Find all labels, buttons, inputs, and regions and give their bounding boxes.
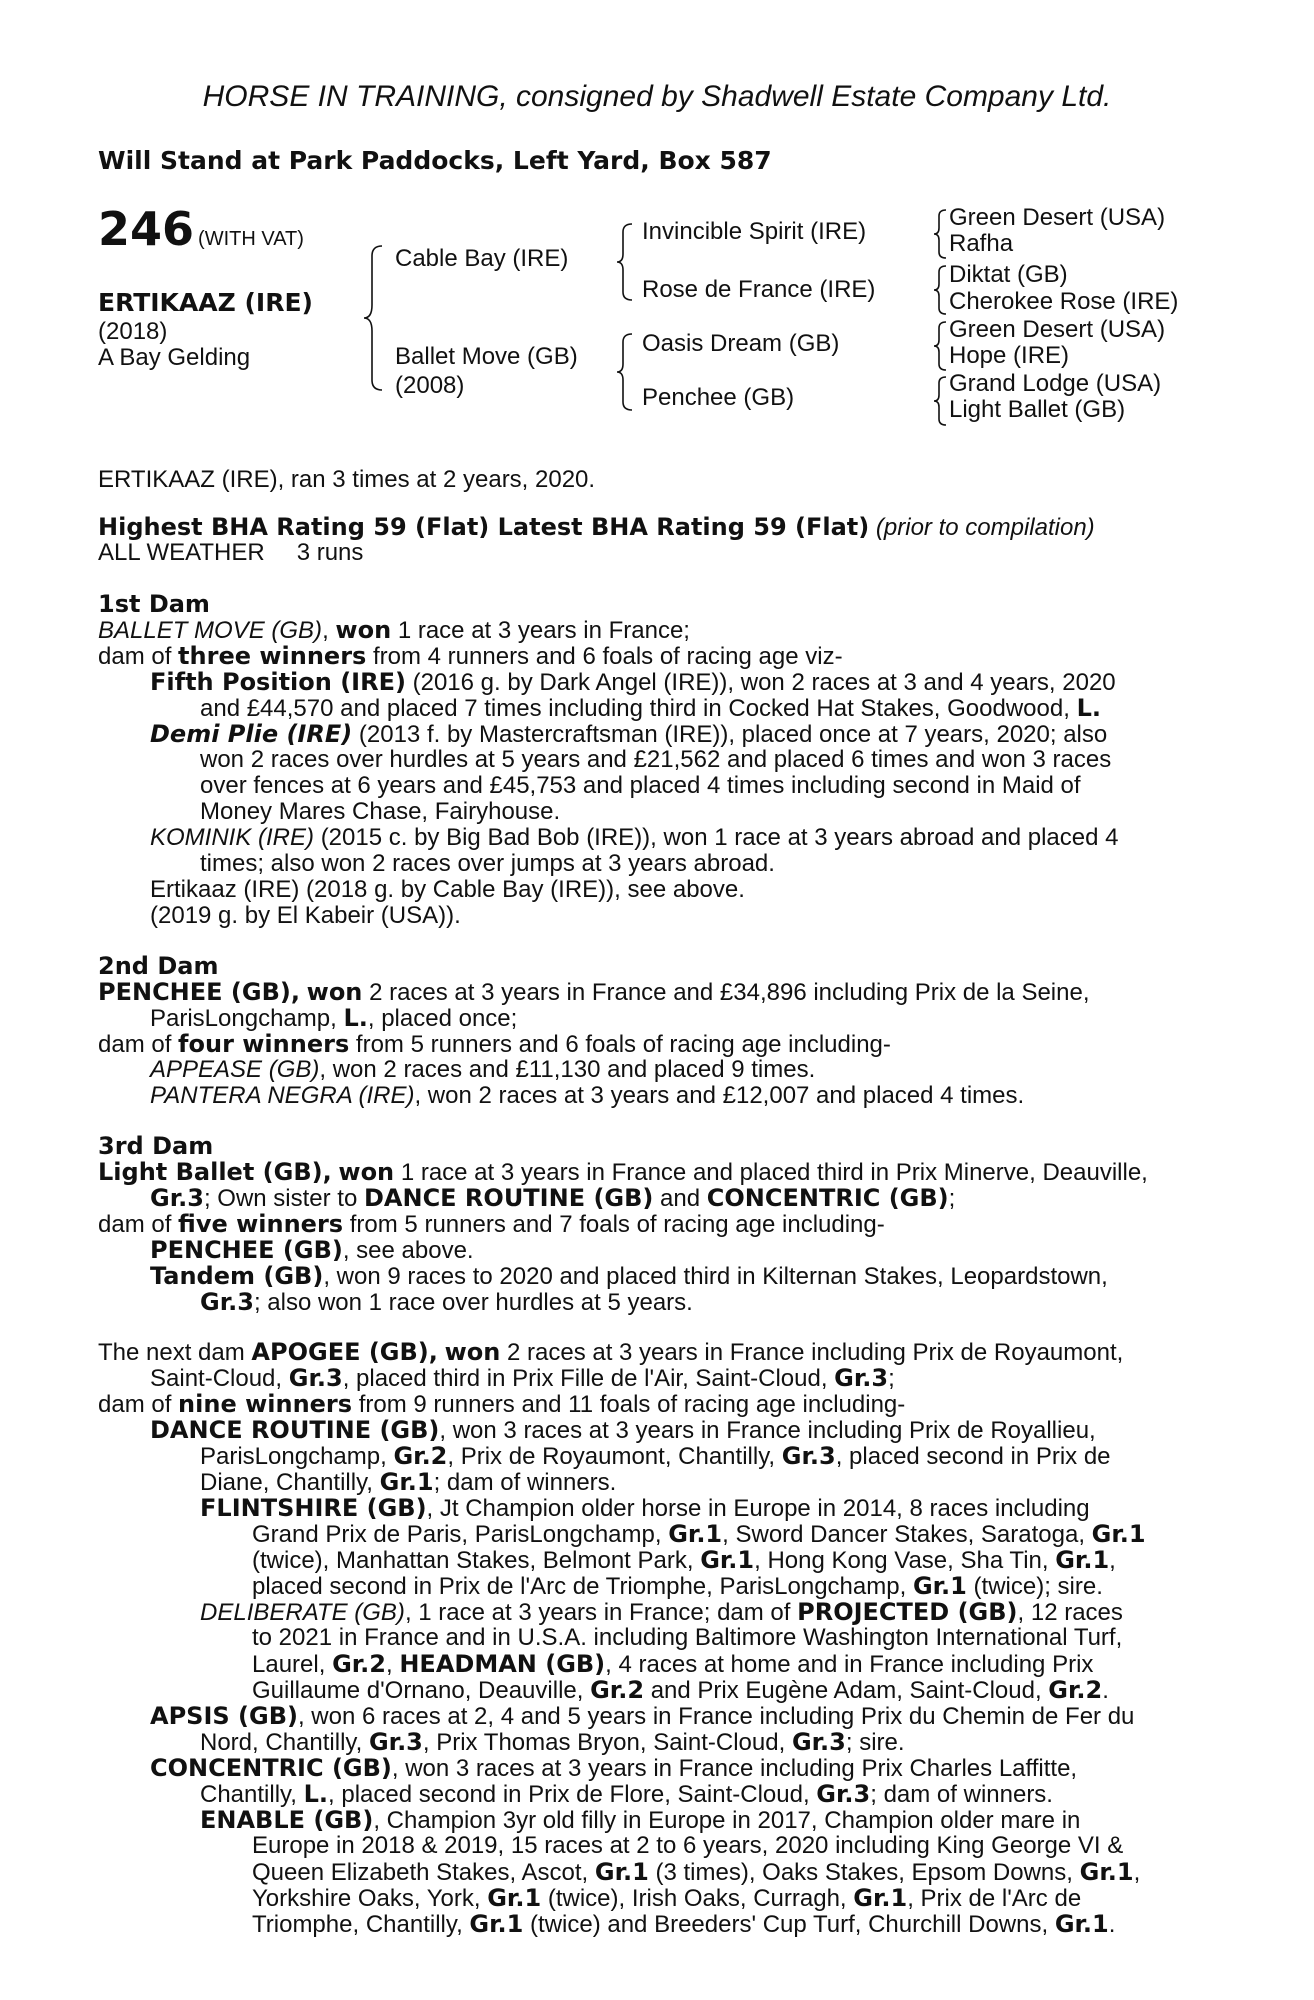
bha-rating-line <box>98 513 1095 542</box>
pedigree-dam: Ballet Move (GB) <box>395 343 578 370</box>
group-label: Gr.3 <box>150 1184 204 1212</box>
catalogue-title: HORSE IN TRAINING, consigned by Shadwell Estate Company Ltd. <box>202 80 1112 113</box>
produce-name: Demi Plie (IRE) <box>150 720 353 748</box>
foals-text: from 5 runners and 6 foals of racing age including- <box>355 1031 891 1058</box>
produce-name: APSIS (GB) <box>150 1702 298 1730</box>
produce-text: (3 times), Oaks Stakes, Epsom Downs, <box>655 1859 1073 1886</box>
group-label: Gr.3 <box>288 1364 343 1392</box>
rating-note: (prior to compilation) <box>875 514 1095 541</box>
produce-item <box>150 1416 1096 1445</box>
bha-rating: Highest BHA Rating 59 (Flat) Latest BHA Rating 59 (Flat) <box>98 513 870 541</box>
first-dam-heading: 1st Dam <box>98 590 210 618</box>
produce-continuation <box>200 1442 1111 1471</box>
produce-item <box>150 1056 815 1084</box>
produce-text: , Hong Kong Vase, Sha Tin, <box>754 1547 1049 1574</box>
punct: , <box>386 1651 393 1678</box>
sister-name: DANCE ROUTINE (GB) <box>363 1184 654 1212</box>
produce-name: APPEASE (GB) <box>150 1056 320 1083</box>
produce-text: (twice), Manhattan Stakes, Belmont Park, <box>252 1547 694 1574</box>
winners-count: five winners <box>178 1210 344 1238</box>
surface-label: ALL WEATHER <box>98 539 265 566</box>
produce-continuation <box>200 1780 1053 1809</box>
second-dam-record: 2 races at 3 years in France and £34,896 including Prix de la Seine, <box>369 979 1090 1006</box>
produce-text: (twice); sire. <box>973 1573 1103 1600</box>
produce-text: , 12 races <box>1017 1599 1123 1626</box>
produce-item <box>200 1806 1080 1835</box>
group-label: Gr.1 <box>379 1468 434 1496</box>
pedigree-dam-dam: Penchee (GB) <box>642 384 795 411</box>
produce-text: , won 3 races at 3 years in France including Prix Charles Laffitte, <box>391 1755 1078 1782</box>
produce-continuation <box>252 1676 1109 1705</box>
produce-text: ParisLongchamp, <box>200 1443 387 1470</box>
group-label: Gr.1 <box>1054 1910 1109 1938</box>
group-label: Gr.1 <box>912 1572 967 1600</box>
third-dam-heading: 3rd Dam <box>98 1132 214 1160</box>
produce-text: , won 9 races to 2020 and placed third in Kilternan Stakes, Leopardstown, <box>323 1263 1108 1290</box>
group-label: Gr.1 <box>1091 1520 1146 1548</box>
produce-text: (2013 f. by Mastercraftsman (IRE)), placed once at 7 years, 2020; also <box>358 721 1108 748</box>
produce-item: (2019 g. by El Kabeir (USA)). <box>150 902 461 929</box>
group-label: Gr.2 <box>1048 1676 1103 1704</box>
winners-count: nine winners <box>178 1390 353 1418</box>
pedigree-gen3-6: Hope (IRE) <box>949 342 1070 369</box>
produce-continuation <box>200 1468 616 1497</box>
produce-text: (twice) and Breeders' Cup Turf, Churchill Downs, <box>530 1911 1049 1938</box>
produce-item <box>150 1754 1077 1783</box>
produce-text: , Champion 3yr old filly in Europe in 2017, Champion older mare in <box>373 1807 1081 1834</box>
pedigree-sire-sire: Invincible Spirit (IRE) <box>642 218 867 245</box>
group-label: Gr.3 <box>781 1442 836 1470</box>
produce-continuation <box>252 1650 1093 1679</box>
punct: ; <box>888 1365 895 1392</box>
produce-text: and £44,570 and placed 7 times including third in Cocked Hat Stakes, Goodwood, <box>200 695 1070 722</box>
produce-continuation <box>200 1288 693 1317</box>
produce-continuation: over fences at 6 years and £45,753 and placed 4 times including second in Maid of <box>200 772 1081 799</box>
produce-text: Grand Prix de Paris, ParisLongchamp, <box>252 1521 662 1548</box>
sister-name: CONCENTRIC (GB) <box>706 1184 949 1212</box>
group-label: Gr.1 <box>1079 1858 1134 1886</box>
pedigree-gen3-5: Green Desert (USA) <box>949 316 1166 343</box>
produce-text: ; also won 1 race over hurdles at 5 years. <box>253 1289 693 1316</box>
produce-text: , won 6 races at 2, 4 and 5 years in France including Prix du Chemin de Fer du <box>297 1703 1135 1730</box>
produce-text: Nord, Chantilly, <box>200 1729 363 1756</box>
listed-label: L. <box>343 1004 368 1032</box>
pedigree-gen3-3: Diktat (GB) <box>949 261 1068 288</box>
produce-text: , see above. <box>342 1237 474 1264</box>
punct: . <box>1102 1677 1109 1704</box>
foals-text: from 4 runners and 6 foals of racing age viz- <box>373 643 843 670</box>
stand-location: Will Stand at Park Paddocks, Left Yard, Box 587 <box>98 146 772 175</box>
second-dam-continuation <box>150 1004 517 1033</box>
first-dam-record: 1 race at 3 years in France; <box>397 617 690 644</box>
pedigree-dam-year: (2008) <box>395 372 465 399</box>
produce-name: KOMINIK (IRE) <box>150 824 315 851</box>
produce-name: Fifth Position (IRE) <box>150 668 406 696</box>
produce-text: ; dam of winners. <box>433 1469 617 1496</box>
next-dam-continuation <box>150 1364 895 1393</box>
dam-of-label: dam of <box>98 1391 172 1418</box>
group-label: Gr.2 <box>590 1676 645 1704</box>
produce-item: Ertikaaz (IRE) (2018 g. by Cable Bay (IRE)), see above. <box>150 876 745 903</box>
produce-continuation <box>252 1572 1103 1601</box>
group-label: Gr.3 <box>816 1780 871 1808</box>
third-dam-produce <box>98 1210 885 1239</box>
group-label: Gr.1 <box>1055 1546 1110 1574</box>
surface-runs: 3 runs <box>296 539 364 566</box>
punct: , <box>1109 1547 1116 1574</box>
group-label: Gr.1 <box>487 1884 542 1912</box>
produce-text: , won 2 races at 3 years and £12,007 and placed 4 times. <box>414 1082 1025 1109</box>
group-label: Gr.1 <box>469 1910 524 1938</box>
horse-year: (2018) <box>98 318 168 345</box>
produce-text: placed second in Prix de l'Arc de Triomphe, ParisLongchamp, <box>252 1573 907 1600</box>
produce-text: Queen Elizabeth Stakes, Ascot, <box>252 1859 589 1886</box>
group-label: Gr.1 <box>853 1884 908 1912</box>
group-label: Gr.2 <box>393 1442 448 1470</box>
group-label: Gr.1 <box>594 1858 649 1886</box>
winners-count: four winners <box>178 1030 350 1058</box>
produce-item <box>150 1236 474 1265</box>
pedigree-gen3-8: Light Ballet (GB) <box>949 396 1126 423</box>
pedigree-gen3-1: Green Desert (USA) <box>949 204 1166 231</box>
produce-text: , placed second in Prix de Flore, Saint-Cloud, <box>328 1781 810 1808</box>
produce-text: ; dam of winners. <box>870 1781 1053 1808</box>
produce-text: Triomphe, Chantilly, <box>252 1911 463 1938</box>
produce-text: , Prix de Royaumont, Chantilly, <box>447 1443 776 1470</box>
dam-of-label: dam of <box>98 1031 172 1058</box>
produce-text: Yorkshire Oaks, York, <box>252 1885 481 1912</box>
produce-name: PANTERA NEGRA (IRE) <box>150 1082 415 1109</box>
produce-name: PROJECTED (GB) <box>797 1598 1018 1626</box>
second-dam-name: PENCHEE (GB), <box>98 978 300 1006</box>
pedigree-sire: Cable Bay (IRE) <box>395 245 569 272</box>
produce-name: PENCHEE (GB) <box>150 1236 343 1264</box>
listed-label: L. <box>1076 694 1101 722</box>
produce-continuation: won 2 races over hurdles at 5 years and £21,562 and placed 6 times and won 3 races <box>200 746 1112 773</box>
produce-continuation <box>252 1884 1081 1913</box>
produce-text: ; sire. <box>845 1729 905 1756</box>
group-label: Gr.3 <box>368 1728 423 1756</box>
produce-continuation <box>200 1728 905 1757</box>
produce-text: Chantilly, <box>200 1781 297 1808</box>
produce-name: FLINTSHIRE (GB) <box>200 1494 427 1522</box>
pedigree-dam-sire: Oasis Dream (GB) <box>642 330 840 357</box>
record-text: , placed third in Prix Fille de l'Air, Saint-Cloud, <box>342 1365 828 1392</box>
produce-name: ENABLE (GB) <box>200 1806 374 1834</box>
third-dam-continuation <box>150 1184 955 1213</box>
pedigree-gen3-2: Rafha <box>949 230 1014 257</box>
surface-line <box>98 539 363 567</box>
produce-text: , won 2 races and £11,130 and placed 9 times. <box>319 1056 816 1083</box>
pedigree-gen3-4: Cherokee Rose (IRE) <box>949 288 1179 315</box>
produce-text: Guillaume d'Ornano, Deauville, <box>252 1677 584 1704</box>
foals-text: from 5 runners and 7 foals of racing age including- <box>349 1211 885 1238</box>
won-label: won <box>338 1158 395 1186</box>
third-dam-line <box>98 1158 1148 1187</box>
produce-name: DELIBERATE (GB) <box>200 1599 405 1626</box>
intro-text: The next dam <box>98 1339 245 1366</box>
produce-name: DANCE ROUTINE (GB) <box>150 1416 440 1444</box>
produce-continuation: Europe in 2018 & 2019, 15 races at 2 to 6 years, 2020 including King George VI & <box>252 1832 1124 1859</box>
produce-item <box>200 1494 1090 1523</box>
next-dam-line <box>98 1338 1123 1367</box>
won-label: won <box>335 616 392 644</box>
produce-text: Laurel, <box>252 1651 326 1678</box>
lot-number: 246 <box>98 202 195 256</box>
produce-text: , won 3 races at 3 years in France including Prix de Royallieu, <box>439 1417 1096 1444</box>
pedigree-gen3-7: Grand Lodge (USA) <box>949 370 1162 397</box>
foals-text: from 9 runners and 11 foals of racing age including- <box>358 1391 906 1418</box>
group-label: Gr.1 <box>668 1520 723 1548</box>
and-text: and <box>660 1185 701 1212</box>
produce-name: CONCENTRIC (GB) <box>150 1754 392 1782</box>
produce-text: (twice), Irish Oaks, Curragh, <box>547 1885 847 1912</box>
produce-text: , 1 race at 3 years in France; dam of <box>404 1599 791 1626</box>
first-dam-line: BALLET MOVE (GB), won 1 race at 3 years in France; <box>98 616 690 644</box>
group-label: Gr.3 <box>834 1364 889 1392</box>
produce-item <box>150 824 1118 852</box>
race-record: ERTIKAAZ (IRE), ran 3 times at 2 years, 2020. <box>98 466 596 493</box>
winners-count: three winners <box>178 642 367 670</box>
produce-item <box>150 1082 1024 1110</box>
produce-continuation <box>252 1910 1115 1939</box>
second-dam-heading: 2nd Dam <box>98 952 219 980</box>
produce-text: (2015 c. by Big Bad Bob (IRE)), won 1 race at 3 years abroad and placed 4 <box>320 824 1119 851</box>
produce-text: (2016 g. by Dark Angel (IRE)), won 2 races at 3 and 4 years, 2020 <box>412 669 1116 696</box>
produce-continuation: Money Mares Chase, Fairyhouse. <box>200 798 561 825</box>
produce-text: and Prix Eugène Adam, Saint-Cloud, <box>650 1677 1042 1704</box>
record-text: , placed once; <box>367 1005 518 1032</box>
record-text: ; Own sister to <box>203 1185 358 1212</box>
racecourse: ParisLongchamp, <box>150 1005 337 1032</box>
third-dam-name: Light Ballet (GB), <box>98 1158 332 1186</box>
next-dam-produce <box>98 1390 905 1419</box>
produce-name: HEADMAN (GB) <box>399 1650 606 1678</box>
horse-name: ERTIKAAZ (IRE) <box>98 288 313 317</box>
group-label: Gr.1 <box>700 1546 755 1574</box>
produce-continuation <box>200 694 1101 723</box>
won-label: won <box>444 1338 501 1366</box>
listed-label: L. <box>303 1780 329 1808</box>
next-dam-name: APOGEE (GB), <box>251 1338 438 1366</box>
produce-text: , Sword Dancer Stakes, Saratoga, <box>722 1521 1085 1548</box>
first-dam-produce <box>98 642 843 671</box>
group-label: Gr.3 <box>200 1288 254 1316</box>
produce-item <box>150 1262 1108 1291</box>
produce-continuation <box>252 1858 1140 1887</box>
group-label: Gr.2 <box>332 1650 386 1678</box>
third-dam-record: 1 race at 3 years in France and placed third in Prix Minerve, Deauville, <box>400 1159 1148 1186</box>
produce-continuation <box>252 1546 1116 1575</box>
produce-item <box>150 720 1107 749</box>
produce-name: Tandem (GB) <box>150 1262 324 1290</box>
produce-text: , placed second in Prix de <box>835 1443 1111 1470</box>
produce-item <box>150 668 1116 697</box>
produce-continuation <box>252 1520 1146 1549</box>
first-dam-name: BALLET MOVE (GB) <box>98 617 323 644</box>
produce-text: , Prix Thomas Bryon, Saint-Cloud, <box>422 1729 786 1756</box>
record-text: Saint-Cloud, <box>150 1365 283 1392</box>
dam-of-label: dam of <box>98 643 172 670</box>
produce-text: Diane, Chantilly, <box>200 1469 373 1496</box>
produce-continuation: to 2021 in France and in U.S.A. including Baltimore Washington International Turf, <box>252 1624 1123 1651</box>
pedigree-sire-dam: Rose de France (IRE) <box>642 276 876 303</box>
punct: ; <box>948 1185 956 1212</box>
second-dam-line <box>98 978 1090 1007</box>
horse-description: A Bay Gelding <box>98 344 251 371</box>
next-dam-record: 2 races at 3 years in France including Prix de Royaumont, <box>506 1339 1124 1366</box>
produce-continuation: times; also won 2 races over jumps at 3 years abroad. <box>200 850 775 877</box>
group-label: Gr.3 <box>791 1728 846 1756</box>
vat-note: (WITH VAT) <box>198 228 304 250</box>
dam-of-label: dam of <box>98 1211 172 1238</box>
produce-text: , Jt Champion older horse in Europe in 2014, 8 races including <box>426 1495 1090 1522</box>
punct: , <box>1133 1859 1141 1886</box>
produce-text: , Prix de l'Arc de <box>907 1885 1082 1912</box>
produce-item <box>150 1702 1134 1731</box>
punct: . <box>1108 1911 1116 1938</box>
second-dam-produce <box>98 1030 891 1059</box>
produce-text: , 4 races at home and in France including Prix <box>605 1651 1094 1678</box>
produce-item <box>200 1598 1123 1627</box>
won-label: won <box>306 978 363 1006</box>
